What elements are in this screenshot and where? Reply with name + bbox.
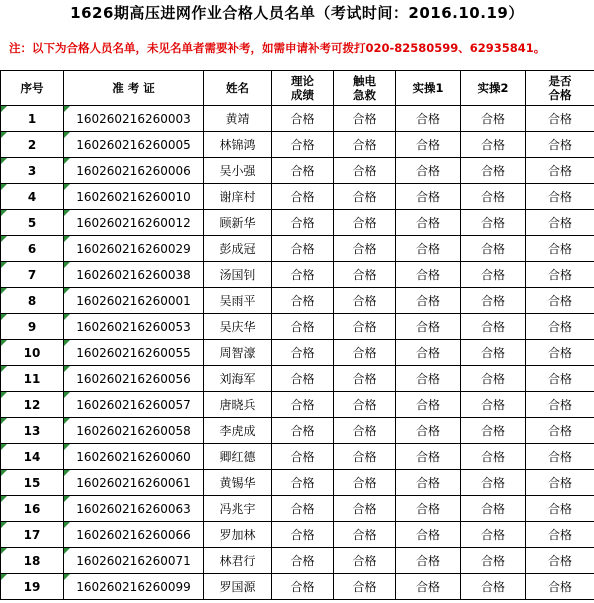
practical1-cell: 合格	[396, 106, 461, 132]
header-practical-1: 实操1	[396, 71, 461, 106]
practical2-cell: 合格	[461, 158, 526, 184]
results-table	[0, 70, 594, 600]
exam-id-cell: 160260216260001	[64, 288, 204, 314]
practical2-cell: 合格	[461, 314, 526, 340]
exam-id-cell: 160260216260005	[64, 132, 204, 158]
practical2-cell: 合格	[461, 496, 526, 522]
serial-cell: 5	[1, 210, 64, 236]
practical1-cell: 合格	[396, 210, 461, 236]
practical1-cell: 合格	[396, 288, 461, 314]
table-row	[1, 184, 594, 210]
serial-cell: 3	[1, 158, 64, 184]
theory-cell: 合格	[272, 548, 334, 574]
theory-cell: 合格	[272, 522, 334, 548]
theory-cell: 合格	[272, 106, 334, 132]
name-cell: 周智濠	[204, 340, 272, 366]
practical1-cell: 合格	[396, 340, 461, 366]
table-row	[1, 340, 594, 366]
qualified-cell: 合格	[526, 548, 594, 574]
shock-aid-cell: 合格	[334, 418, 396, 444]
header-name: 姓名	[204, 71, 272, 106]
serial-cell: 17	[1, 522, 64, 548]
practical2-cell: 合格	[461, 132, 526, 158]
name-cell: 刘海军	[204, 366, 272, 392]
practical1-cell: 合格	[396, 444, 461, 470]
name-cell: 林君行	[204, 548, 272, 574]
serial-cell: 10	[1, 340, 64, 366]
shock-aid-cell: 合格	[334, 574, 396, 600]
exam-id-cell: 160260216260061	[64, 470, 204, 496]
practical2-cell: 合格	[461, 548, 526, 574]
theory-cell: 合格	[272, 288, 334, 314]
practical2-cell: 合格	[461, 106, 526, 132]
header-theory-score: 理论 成绩	[272, 71, 334, 106]
theory-cell: 合格	[272, 418, 334, 444]
theory-cell: 合格	[272, 210, 334, 236]
table-row	[1, 132, 594, 158]
practical2-cell: 合格	[461, 262, 526, 288]
shock-aid-cell: 合格	[334, 392, 396, 418]
theory-cell: 合格	[272, 236, 334, 262]
exam-id-cell: 160260216260057	[64, 392, 204, 418]
serial-cell: 15	[1, 470, 64, 496]
table-row	[1, 392, 594, 418]
exam-id-cell: 160260216260060	[64, 444, 204, 470]
theory-cell: 合格	[272, 158, 334, 184]
shock-aid-cell: 合格	[334, 132, 396, 158]
name-cell: 冯兆宇	[204, 496, 272, 522]
serial-cell: 18	[1, 548, 64, 574]
serial-cell: 19	[1, 574, 64, 600]
exam-id-cell: 160260216260010	[64, 184, 204, 210]
table-row	[1, 314, 594, 340]
name-cell: 谢庠村	[204, 184, 272, 210]
practical1-cell: 合格	[396, 366, 461, 392]
name-cell: 李虎成	[204, 418, 272, 444]
practical1-cell: 合格	[396, 314, 461, 340]
qualified-cell: 合格	[526, 444, 594, 470]
exam-id-cell: 160260216260063	[64, 496, 204, 522]
name-cell: 汤国钊	[204, 262, 272, 288]
practical2-cell: 合格	[461, 470, 526, 496]
practical1-cell: 合格	[396, 392, 461, 418]
qualified-cell: 合格	[526, 522, 594, 548]
serial-cell: 13	[1, 418, 64, 444]
practical2-cell: 合格	[461, 444, 526, 470]
table-row	[1, 366, 594, 392]
serial-cell: 1	[1, 106, 64, 132]
exam-id-cell: 160260216260053	[64, 314, 204, 340]
qualified-cell: 合格	[526, 288, 594, 314]
table-row	[1, 236, 594, 262]
qualified-cell: 合格	[526, 158, 594, 184]
shock-aid-cell: 合格	[334, 314, 396, 340]
qualified-cell: 合格	[526, 132, 594, 158]
theory-cell: 合格	[272, 132, 334, 158]
qualified-cell: 合格	[526, 314, 594, 340]
practical1-cell: 合格	[396, 184, 461, 210]
exam-id-cell: 160260216260055	[64, 340, 204, 366]
serial-cell: 6	[1, 236, 64, 262]
qualified-cell: 合格	[526, 418, 594, 444]
exam-id-cell: 160260216260003	[64, 106, 204, 132]
practical1-cell: 合格	[396, 548, 461, 574]
header-row	[1, 71, 594, 106]
serial-cell: 8	[1, 288, 64, 314]
qualified-cell: 合格	[526, 392, 594, 418]
name-cell: 顾新华	[204, 210, 272, 236]
qualified-cell: 合格	[526, 106, 594, 132]
exam-id-cell: 160260216260099	[64, 574, 204, 600]
exam-id-cell: 160260216260066	[64, 522, 204, 548]
shock-aid-cell: 合格	[334, 158, 396, 184]
qualified-cell: 合格	[526, 262, 594, 288]
serial-cell: 16	[1, 496, 64, 522]
name-cell: 吴小强	[204, 158, 272, 184]
table-row	[1, 262, 594, 288]
header-serial: 序号	[1, 71, 64, 106]
name-cell: 吴庆华	[204, 314, 272, 340]
table-row	[1, 548, 594, 574]
name-cell: 唐晓兵	[204, 392, 272, 418]
practical1-cell: 合格	[396, 158, 461, 184]
practical1-cell: 合格	[396, 496, 461, 522]
serial-cell: 2	[1, 132, 64, 158]
serial-cell: 4	[1, 184, 64, 210]
name-cell: 黄靖	[204, 106, 272, 132]
header-electric-shock-aid: 触电 急救	[334, 71, 396, 106]
shock-aid-cell: 合格	[334, 236, 396, 262]
name-cell: 黄锡华	[204, 470, 272, 496]
exam-id-cell: 160260216260071	[64, 548, 204, 574]
practical2-cell: 合格	[461, 340, 526, 366]
exam-id-cell: 160260216260056	[64, 366, 204, 392]
practical1-cell: 合格	[396, 470, 461, 496]
qualified-cell: 合格	[526, 210, 594, 236]
theory-cell: 合格	[272, 366, 334, 392]
shock-aid-cell: 合格	[334, 470, 396, 496]
table-row	[1, 418, 594, 444]
shock-aid-cell: 合格	[334, 366, 396, 392]
table-row	[1, 158, 594, 184]
practical2-cell: 合格	[461, 366, 526, 392]
theory-cell: 合格	[272, 574, 334, 600]
shock-aid-cell: 合格	[334, 288, 396, 314]
practical2-cell: 合格	[461, 574, 526, 600]
theory-cell: 合格	[272, 184, 334, 210]
qualified-cell: 合格	[526, 236, 594, 262]
serial-cell: 12	[1, 392, 64, 418]
practical1-cell: 合格	[396, 574, 461, 600]
theory-cell: 合格	[272, 470, 334, 496]
shock-aid-cell: 合格	[334, 496, 396, 522]
practical1-cell: 合格	[396, 262, 461, 288]
table-row	[1, 470, 594, 496]
name-cell: 罗加林	[204, 522, 272, 548]
shock-aid-cell: 合格	[334, 444, 396, 470]
theory-cell: 合格	[272, 340, 334, 366]
shock-aid-cell: 合格	[334, 262, 396, 288]
name-cell: 罗国源	[204, 574, 272, 600]
shock-aid-cell: 合格	[334, 184, 396, 210]
header-practical-2: 实操2	[461, 71, 526, 106]
practical2-cell: 合格	[461, 210, 526, 236]
shock-aid-cell: 合格	[334, 210, 396, 236]
table-row	[1, 288, 594, 314]
page-title: 1626期高压进网作业合格人员名单（考试时间：2016.10.19）	[70, 4, 524, 22]
name-cell: 林锦鸿	[204, 132, 272, 158]
qualified-cell: 合格	[526, 470, 594, 496]
serial-cell: 14	[1, 444, 64, 470]
shock-aid-cell: 合格	[334, 340, 396, 366]
table-row	[1, 444, 594, 470]
shock-aid-cell: 合格	[334, 106, 396, 132]
practical2-cell: 合格	[461, 522, 526, 548]
exam-id-cell: 160260216260006	[64, 158, 204, 184]
theory-cell: 合格	[272, 392, 334, 418]
theory-cell: 合格	[272, 444, 334, 470]
table-row	[1, 574, 594, 600]
shock-aid-cell: 合格	[334, 522, 396, 548]
notice-text: 注：以下为合格人员名单，未见名单者需要补考，如需申请补考可拨打020-82580599、62935841。	[9, 41, 546, 55]
practical2-cell: 合格	[461, 184, 526, 210]
name-cell: 吴雨平	[204, 288, 272, 314]
qualified-cell: 合格	[526, 574, 594, 600]
exam-id-cell: 160260216260038	[64, 262, 204, 288]
name-cell: 卿红德	[204, 444, 272, 470]
serial-cell: 9	[1, 314, 64, 340]
practical2-cell: 合格	[461, 392, 526, 418]
qualified-cell: 合格	[526, 496, 594, 522]
practical1-cell: 合格	[396, 236, 461, 262]
exam-id-cell: 160260216260029	[64, 236, 204, 262]
theory-cell: 合格	[272, 262, 334, 288]
theory-cell: 合格	[272, 314, 334, 340]
practical1-cell: 合格	[396, 522, 461, 548]
practical2-cell: 合格	[461, 236, 526, 262]
qualified-cell: 合格	[526, 184, 594, 210]
table-row	[1, 522, 594, 548]
table-row	[1, 210, 594, 236]
shock-aid-cell: 合格	[334, 548, 396, 574]
exam-id-cell: 160260216260012	[64, 210, 204, 236]
practical2-cell: 合格	[461, 288, 526, 314]
practical1-cell: 合格	[396, 418, 461, 444]
exam-id-cell: 160260216260058	[64, 418, 204, 444]
theory-cell: 合格	[272, 496, 334, 522]
qualified-cell: 合格	[526, 340, 594, 366]
table-row	[1, 106, 594, 132]
serial-cell: 11	[1, 366, 64, 392]
table-row	[1, 496, 594, 522]
header-qualified: 是否 合格	[526, 71, 594, 106]
practical2-cell: 合格	[461, 418, 526, 444]
serial-cell: 7	[1, 262, 64, 288]
name-cell: 彭成冠	[204, 236, 272, 262]
qualified-cell: 合格	[526, 366, 594, 392]
practical1-cell: 合格	[396, 132, 461, 158]
header-exam-id: 准 考 证	[64, 71, 204, 106]
